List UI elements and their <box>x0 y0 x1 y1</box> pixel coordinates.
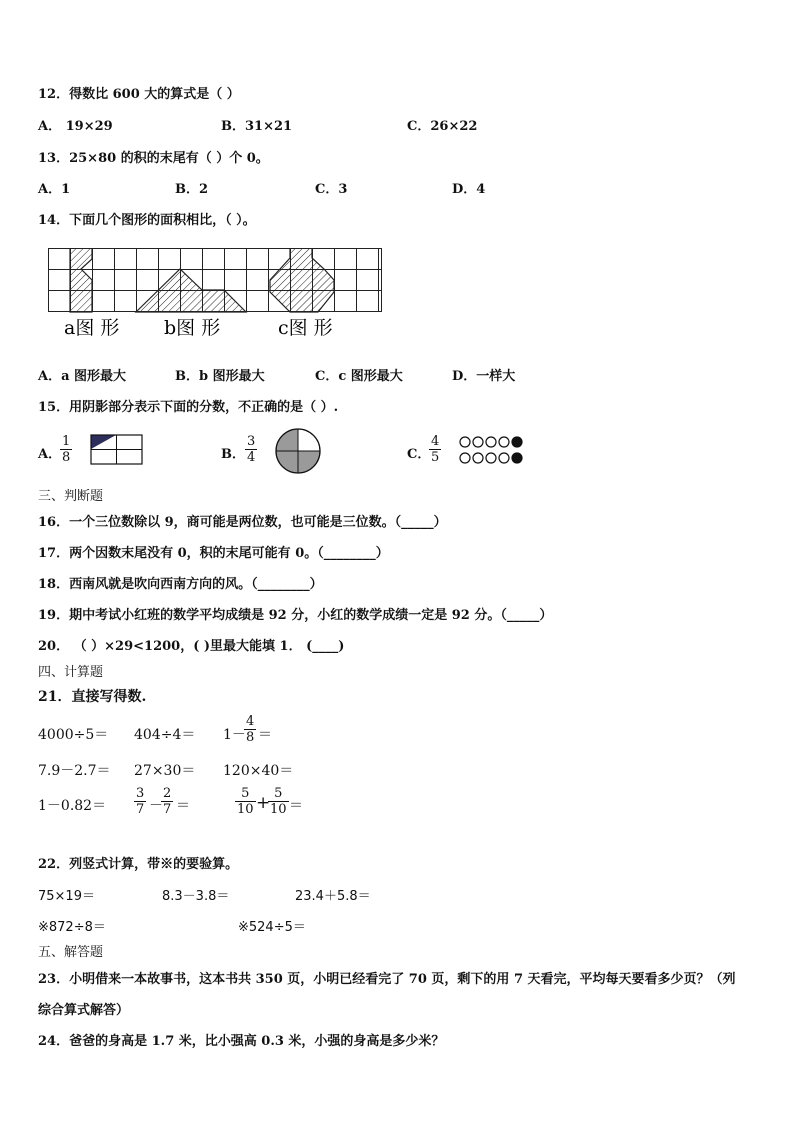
q22-item-1: 75×19＝ <box>38 889 95 904</box>
q22-title: 22．列竖式计算，带※的要验算。 <box>38 857 239 872</box>
q21-item-4: 7.9－2.7＝ <box>38 763 111 779</box>
q21-item-8-equals: ＝ <box>176 798 190 814</box>
q21-item-2: 404÷4＝ <box>134 727 196 743</box>
q14-option-d: D．一样大 <box>452 369 516 384</box>
q22-item-5: ※524÷5＝ <box>238 920 306 935</box>
shape-c <box>270 248 334 312</box>
q13-option-b: B．2 <box>175 182 209 197</box>
section-4-heading: 四、计算题 <box>38 665 104 680</box>
q14-grid-figure <box>48 248 384 340</box>
q15-c-fraction <box>429 434 441 465</box>
q15-a-denominator: 8 <box>62 450 71 465</box>
q21-item-9-fraction-2 <box>268 786 289 817</box>
q21-item-7: 1－0.82＝ <box>38 798 107 814</box>
q21-item-3-prefix: 1－ <box>223 727 246 743</box>
q21-item-8-minus: － <box>149 798 163 814</box>
q15-a-label: A． <box>38 447 62 462</box>
q18-text: 18．西南风就是吹向西南方向的风。（________） <box>38 577 323 592</box>
q15-c-label: C． <box>407 447 431 462</box>
q12-option-c: C．26×22 <box>407 119 478 134</box>
q20-text: 20． （ ）×29<1200，( )里最大能填 1． (____) <box>38 639 345 654</box>
section-3-heading: 三、判断题 <box>38 489 104 504</box>
q23-text-line2: 综合算式解答） <box>38 1003 130 1018</box>
q22-item-3: 23.4＋5.8＝ <box>295 889 371 904</box>
numerator: 4 <box>246 714 255 729</box>
denominator: 10 <box>270 802 287 817</box>
q13-option-c: C．3 <box>315 182 348 197</box>
q12-option-b: B．31×21 <box>221 119 293 134</box>
q15-c-dots-figure <box>458 436 536 466</box>
denominator: 8 <box>246 730 255 745</box>
q21-item-3-equals: ＝ <box>258 727 272 743</box>
numerator: 5 <box>274 786 283 801</box>
q12-option-a: A． 19×29 <box>38 119 113 134</box>
shape-a <box>70 248 92 312</box>
q15-a-rect-figure <box>90 434 144 466</box>
q15-b-label: B． <box>221 447 245 462</box>
q24-text: 24．爸爸的身高是 1.7 米，比小强高 0.3 米，小强的身高是多少米？ <box>38 1034 445 1049</box>
q14-text: 14．下面几个图形的面积相比，（ ）。 <box>38 213 256 228</box>
q15-c-numerator: 4 <box>431 434 440 449</box>
q21-item-9-fraction-1 <box>235 786 256 817</box>
q15-b-denominator: 4 <box>247 450 256 465</box>
q21-item-3-fraction <box>244 714 256 745</box>
numerator: 2 <box>163 786 172 801</box>
q21-item-8-fraction-1 <box>134 786 146 817</box>
q21-item-5: 27×30＝ <box>134 763 196 779</box>
numerator: 3 <box>136 786 145 801</box>
q23-text-line1: 23．小明借来一本故事书，这本书共 350 页，小明已经看完了 70 页，剩下的用 7 天看完，平均每天要看多少页？（列 <box>38 972 736 987</box>
q21-item-8-fraction-2 <box>161 786 173 817</box>
section-5-heading: 五、解答题 <box>38 945 104 960</box>
q15-b-numerator: 3 <box>247 434 256 449</box>
q15-a-fraction <box>60 434 72 465</box>
q13-text: 13．25×80 的积的末尾有（ ）个 0。 <box>38 151 269 166</box>
label-c: c图 形 <box>278 317 333 339</box>
numerator: 5 <box>241 786 250 801</box>
denominator: 7 <box>163 802 172 817</box>
q15-text: 15．用阴影部分表示下面的分数，不正确的是（ ）. <box>38 400 339 415</box>
q15-b-fraction <box>245 434 257 465</box>
label-a: a图 形 <box>64 317 120 339</box>
q21-title: 21．直接写得数. <box>38 689 147 705</box>
denominator: 7 <box>136 802 145 817</box>
q17-text: 17．两个因数末尾没有 0，积的末尾可能有 0。（________） <box>38 546 389 561</box>
q12-text: 12．得数比 600 大的算式是（ ） <box>38 87 240 102</box>
q14-option-b: B．b 图形最大 <box>175 369 265 384</box>
q13-option-d: D．4 <box>452 182 486 197</box>
q15-a-numerator: 1 <box>62 434 71 449</box>
q16-text: 16．一个三位数除以 9，商可能是两位数，也可能是三位数。（_____） <box>38 515 447 530</box>
q19-text: 19．期中考试小红班的数学平均成绩是 92 分，小红的数学成绩一定是 92 分。（_____） <box>38 608 553 623</box>
denominator: 10 <box>237 802 254 817</box>
q13-option-a: A．1 <box>38 182 71 197</box>
q15-c-denominator: 5 <box>431 450 440 465</box>
q21-item-9-plus: + <box>256 793 271 813</box>
q15-b-circle-figure <box>274 428 322 474</box>
q14-option-c: C．c 图形最大 <box>315 369 403 384</box>
q22-item-4: ※872÷8＝ <box>38 920 106 935</box>
q21-item-6: 120×40＝ <box>223 763 294 779</box>
q14-option-a: A．a 图形最大 <box>38 369 127 384</box>
label-b: b图 形 <box>164 317 221 339</box>
q21-item-9-equals: ＝ <box>289 798 303 814</box>
q21-item-1: 4000÷5＝ <box>38 727 109 743</box>
q22-item-2: 8.3－3.8＝ <box>162 889 230 904</box>
